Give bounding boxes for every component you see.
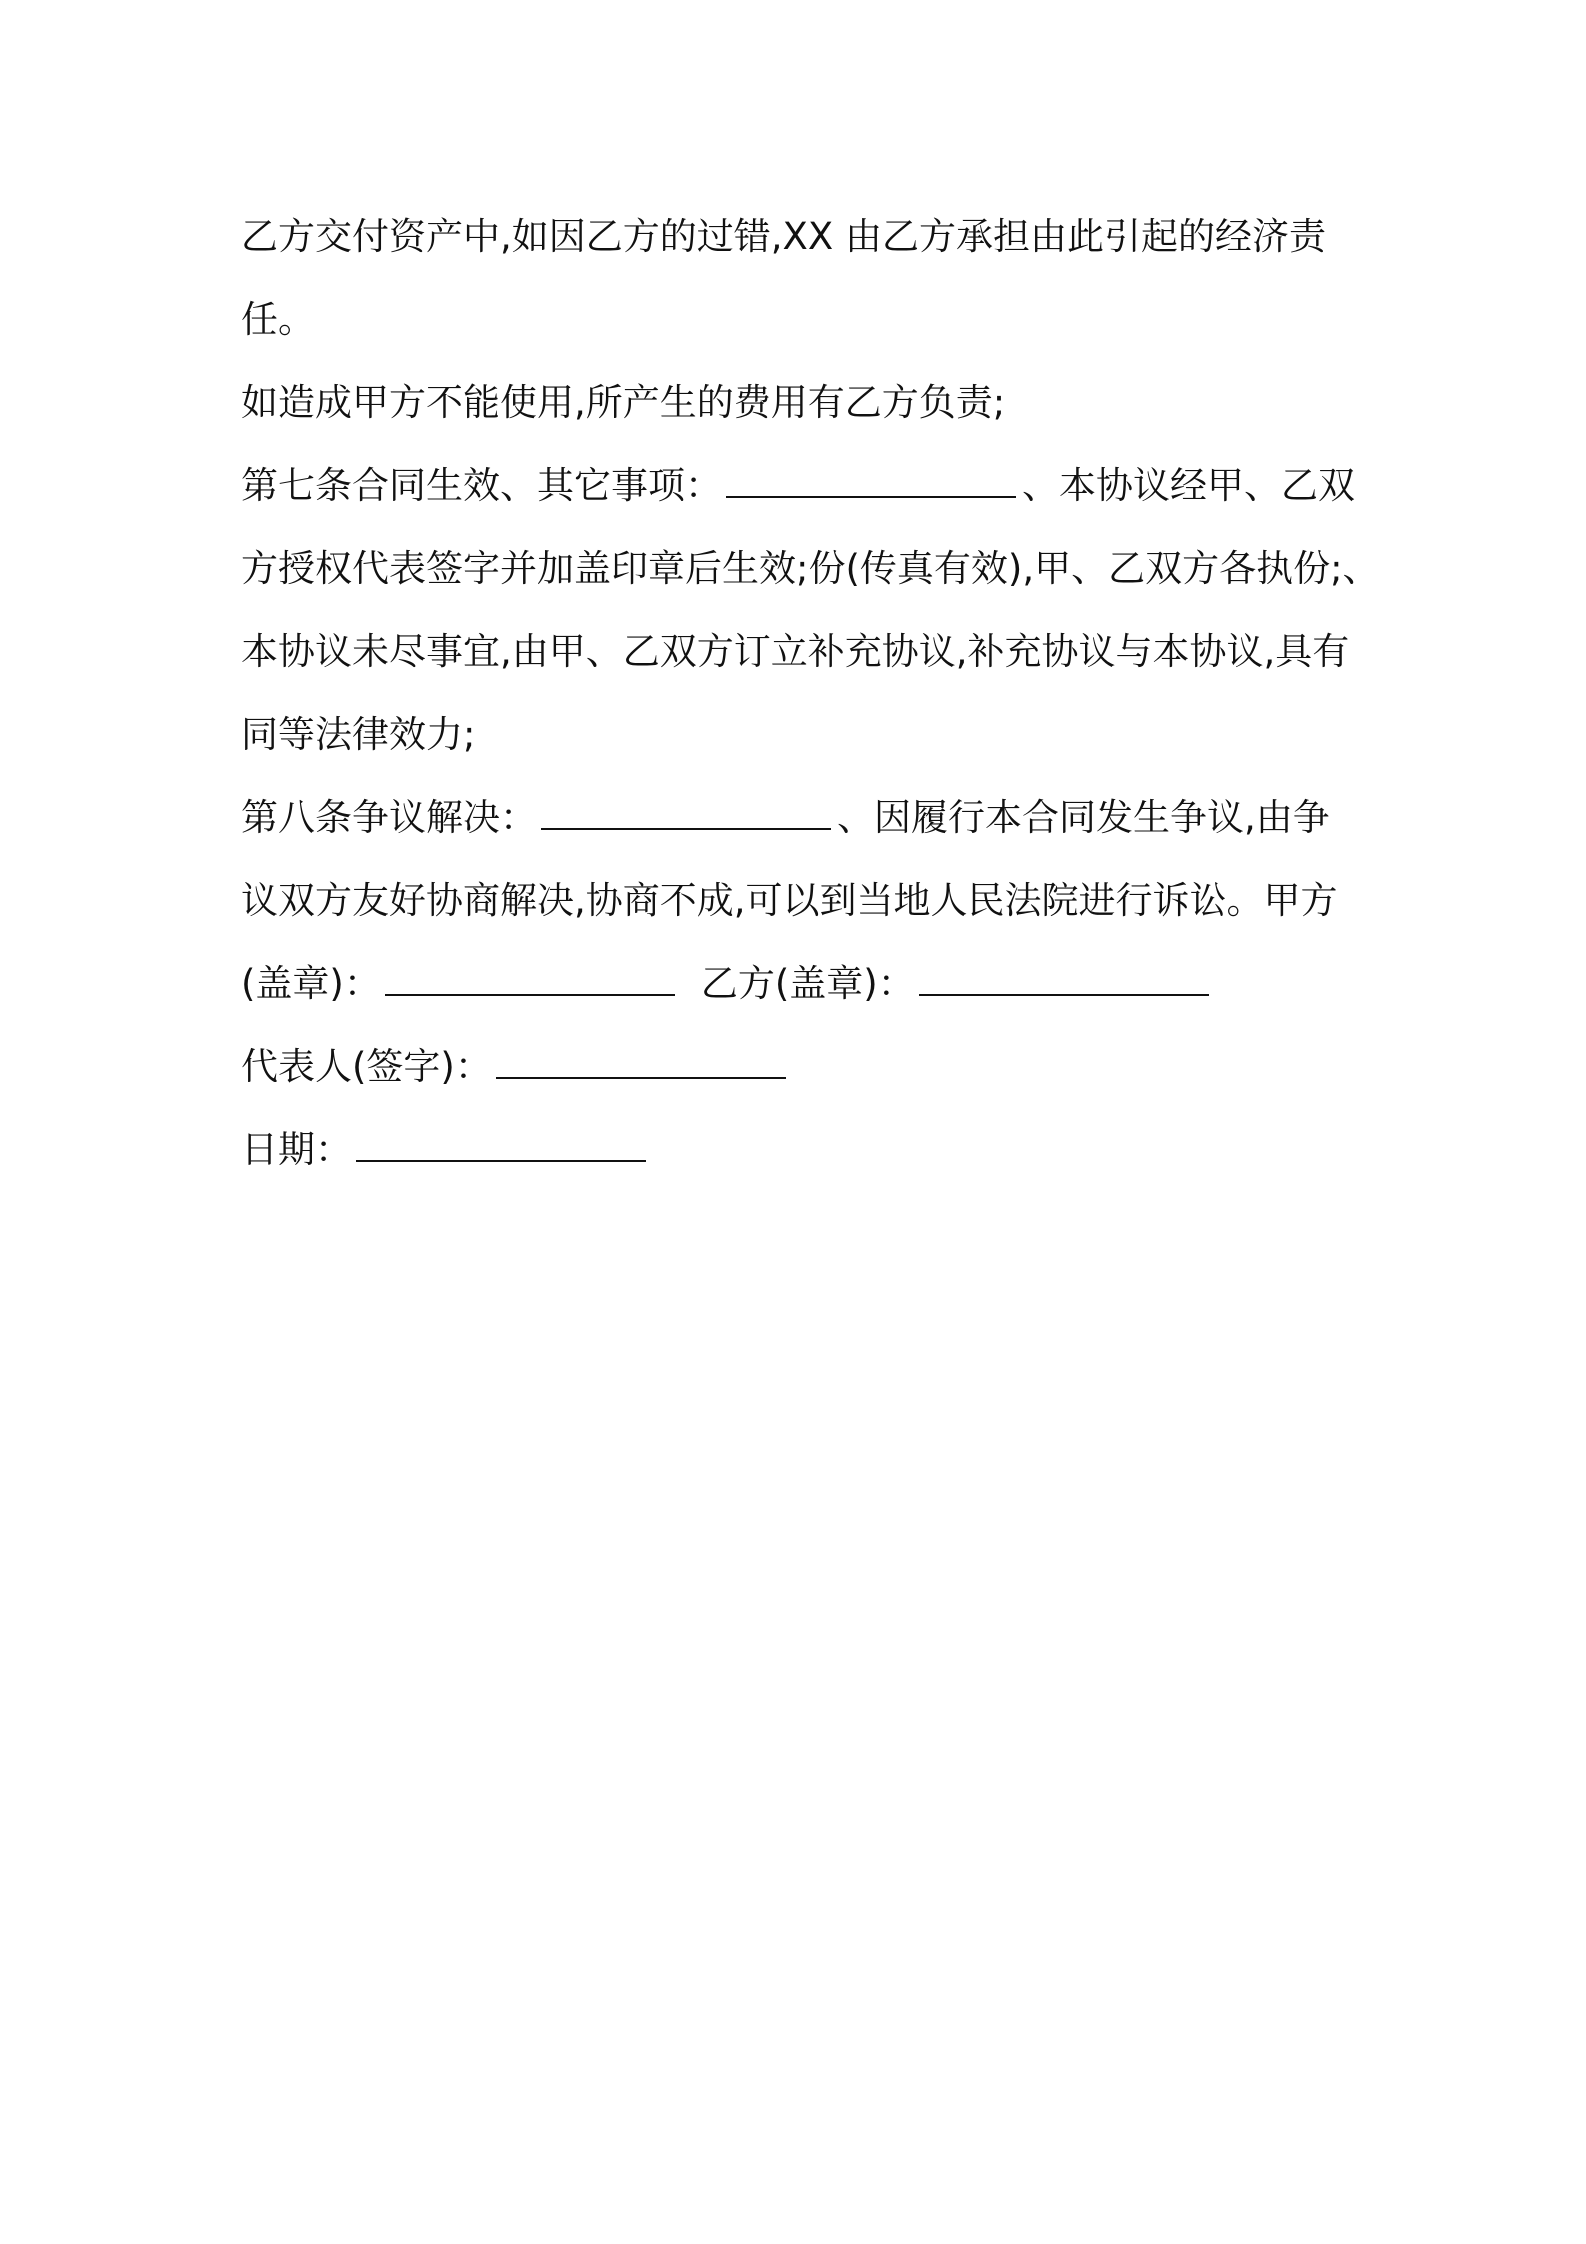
paragraph-line: 同等法律效力;	[241, 713, 476, 756]
party-a-seal-blank[interactable]	[385, 964, 675, 996]
article-seven-line	[241, 444, 1361, 527]
paragraph-line: 议双方友好协商解决,协商不成,可以到当地人民法院进行诉讼。甲方	[241, 879, 1338, 922]
party-a-seal-label: (盖章)：	[241, 962, 381, 1005]
document-body	[241, 195, 1380, 1191]
representative-label: 代表人(签字)：	[241, 1045, 492, 1088]
paragraph-line: 本协议未尽事宜,由甲、乙双方订立补充协议,补充协议与本协议,具有	[241, 630, 1350, 673]
article-eight-blank[interactable]	[541, 798, 831, 830]
paragraph-line: 乙方交付资产中,如因乙方的过错,XX 由乙方承担由此引起的经济责	[241, 215, 1326, 258]
paragraph-line: 如造成甲方不能使用,所产生的费用有乙方负责;	[241, 381, 1006, 424]
paragraph-line: 方授权代表签字并加盖印章后生效;份(传真有效),甲、乙双方各执份;、	[241, 547, 1380, 590]
representative-blank[interactable]	[496, 1047, 786, 1079]
paragraph-line: 任。	[241, 298, 315, 341]
party-b-seal-blank[interactable]	[919, 964, 1209, 996]
date-line	[241, 1108, 1361, 1191]
article-eight-text: 、因履行本合同发生争议,由争	[837, 796, 1330, 839]
article-eight-line	[241, 776, 1361, 859]
article-seven-text: 、本协议经甲、乙双	[1022, 464, 1355, 507]
representative-line	[241, 1025, 1361, 1108]
date-label: 日期：	[241, 1128, 352, 1171]
article-seven-blank[interactable]	[726, 466, 1016, 498]
party-b-seal-label: 乙方(盖章)：	[700, 962, 915, 1005]
article-seven-heading: 第七条合同生效、其它事项：	[241, 464, 722, 507]
seal-line	[241, 942, 1361, 1025]
article-eight-heading: 第八条争议解决：	[241, 796, 537, 839]
date-blank[interactable]	[356, 1130, 646, 1162]
